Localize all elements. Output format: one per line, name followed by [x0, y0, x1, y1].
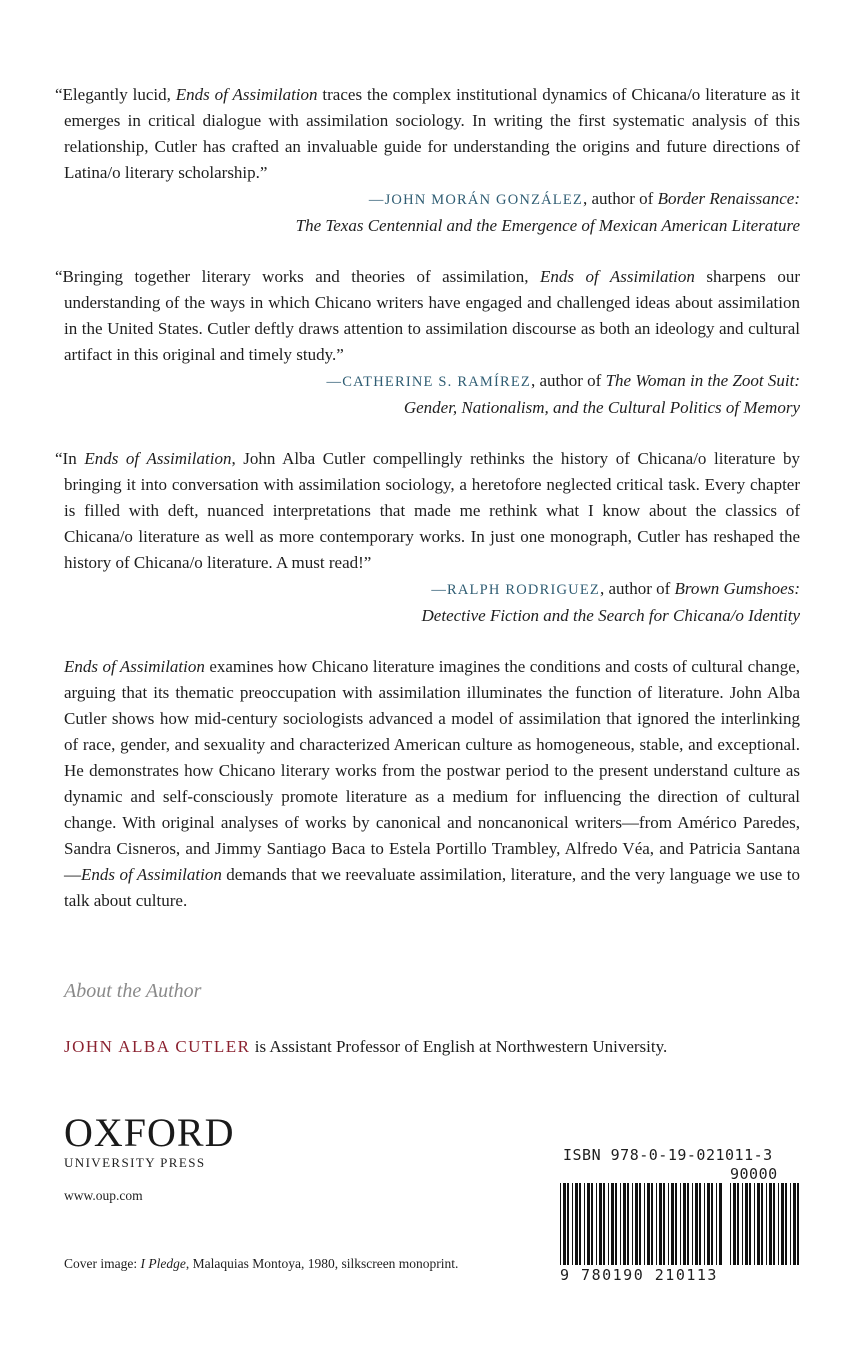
barcode-bar [680, 1183, 681, 1265]
barcode-bar [757, 1183, 760, 1265]
barcode-bar [754, 1183, 755, 1265]
isbn-number: ISBN 978-0-19-021011-3 [563, 1146, 773, 1164]
barcode-bar [733, 1183, 736, 1265]
cover-credit-rest: , Malaquias Montoya, 1980, silkscreen monoprint. [185, 1256, 459, 1271]
blurb-attribution [64, 576, 800, 629]
blurb-attribution [64, 368, 800, 421]
barcode-bar [575, 1183, 578, 1265]
text-run: “Bringing together literary works and theories of assimilation, [55, 267, 541, 286]
blurb-attribution [64, 186, 800, 239]
barcode-bar [671, 1183, 674, 1265]
price-addon-number: 90000 [730, 1165, 778, 1183]
barcode-bar [659, 1183, 662, 1265]
oxford-wordmark: OXFORD [64, 1110, 235, 1155]
barcode-bar [785, 1183, 787, 1265]
book-title-italic: Ends of Assimilation [540, 267, 695, 286]
barcode-bar [567, 1183, 569, 1265]
blurb-book-title-2: The Texas Centennial and the Emergence of Mexican American Literature [295, 216, 800, 235]
blurb-gonzalez [55, 82, 800, 239]
blurb-author-of: , author of [582, 189, 658, 208]
cover-credit-prefix: Cover image: [64, 1256, 141, 1271]
blurb-book-title-1: The Woman in the Zoot Suit: [605, 371, 800, 390]
blurb-ramirez [55, 264, 800, 421]
barcode-bar [793, 1183, 796, 1265]
text-run: examines how Chicano literature imagines the conditions and costs of cultural change, arguing that its thematic preoccupation with assimilation illuminates the function of literature. John Alba Cutler shows how mid-century sociologists advanced a model of assimilation that ignored the interlinking of race, gender, and sexuality and characterized American culture as homogeneous, stable, and exceptional. He demonstrates how Chicano literary works from the postwar period to the present understand culture as dynamic and self-consciously promote literature as a medium for influencing the direction of cultural change. With original analyses of works by canonical and noncanonical writers—from Américo Paredes, Sandra Cisneros, and Jimmy Santiago Baca to Estela Portillo Trambley, Alfredo Véa, and Patricia Santana— [64, 657, 800, 884]
barcode-bar [699, 1183, 701, 1265]
text-run: “Elegantly lucid, [55, 85, 176, 104]
text-run: traces the complex institutional dynamics of Chicana/o literature as it emerges in critical dialogue with assimilation sociology. In writing the first systematic analysis of this relationship, Cutler has crafted an invaluable guide for understanding the origins and future directions of Latina/o literary scholarship.” [64, 85, 800, 182]
blurb-quote [55, 82, 800, 186]
barcode-bar [761, 1183, 763, 1265]
barcode-bar [572, 1183, 573, 1265]
barcode-bar [596, 1183, 597, 1265]
barcode-bar [584, 1183, 585, 1265]
barcode-bar [639, 1183, 641, 1265]
barcode-bar [737, 1183, 739, 1265]
barcode-bar [591, 1183, 593, 1265]
barcode-bar [603, 1183, 605, 1265]
barcode-bar [719, 1183, 722, 1265]
barcode-bar [647, 1183, 650, 1265]
barcode-bar [560, 1183, 561, 1265]
cover-credit [64, 1256, 458, 1272]
barcode-bar [773, 1183, 775, 1265]
barcode-bar [635, 1183, 638, 1265]
barcode-ean [560, 1183, 722, 1265]
blurb-author-of: , author of [599, 579, 675, 598]
barcode-bar [704, 1183, 705, 1265]
barcode-bar [563, 1183, 566, 1265]
blurb-book-title-2: Detective Fiction and the Search for Chicana/o Identity [421, 606, 800, 625]
barcode-bar [766, 1183, 767, 1265]
barcode-bar [663, 1183, 665, 1265]
barcode-bar [707, 1183, 710, 1265]
barcode-bar [668, 1183, 669, 1265]
barcode-bar [632, 1183, 633, 1265]
barcode-bar [651, 1183, 653, 1265]
barcode-bar [615, 1183, 617, 1265]
barcode-bar [716, 1183, 717, 1265]
barcode-bar [711, 1183, 713, 1265]
text-run: demands that we reevaluate assimilation, literature, and the very language we use to talk about culture. [64, 865, 800, 910]
barcode-bar [778, 1183, 779, 1265]
blurb-book-title-2: Gender, Nationalism, and the Cultural Politics of Memory [403, 398, 800, 417]
barcode-bar [608, 1183, 609, 1265]
book-title-italic: Ends of Assimilation [81, 865, 222, 884]
author-bio [64, 1034, 804, 1060]
barcode-bar [749, 1183, 751, 1265]
blurb-author-name: —JOHN MORÁN GONZÁLEZ [368, 192, 583, 208]
barcode-bar [781, 1183, 784, 1265]
barcode-bar [742, 1183, 743, 1265]
cover-credit-title: I Pledge [140, 1256, 186, 1271]
barcode-bar [611, 1183, 614, 1265]
barcode-bar [587, 1183, 590, 1265]
barcode-bar [769, 1183, 772, 1265]
barcode-bar [745, 1183, 748, 1265]
blurb-author-name: —RALPH RODRIGUEZ [431, 582, 600, 598]
blurb-quote [55, 264, 800, 368]
blurb-author-name: —CATHERINE S. RAMÍREZ [326, 374, 531, 390]
barcode-bar [656, 1183, 657, 1265]
book-title-italic: Ends of Assimilation [64, 657, 205, 676]
text-run: , John Alba Cutler compellingly rethinks the history of Chicana/o literature by bringing it into conversation with assimilation sociology, a heretofore neglected critical task. Every chapter is filled with deft, nuanced interpretations that made me rethink what I know about the classics of Chicana/o literature as well as more contemporary works. In just one monograph, Cutler has reshaped the history of Chicana/o literature. A must read!” [64, 449, 800, 572]
book-title-italic: Ends of Assimilation [84, 449, 232, 468]
blurb-book-title-1: Brown Gumshoes: [674, 579, 800, 598]
blurb-author-of: , author of [531, 371, 606, 390]
barcode-addon [730, 1183, 802, 1265]
book-description [64, 654, 800, 914]
barcode-bar [730, 1183, 731, 1265]
text-run: “In [55, 449, 85, 468]
barcode-bar [623, 1183, 626, 1265]
barcode-bar [675, 1183, 677, 1265]
publisher-url: www.oup.com [64, 1188, 143, 1203]
barcode-bar [695, 1183, 698, 1265]
barcode-bar [797, 1183, 799, 1265]
author-name: JOHN ALBA CUTLER [64, 1037, 251, 1056]
blurb-book-title-1: Border Renaissance: [657, 189, 800, 208]
ean-digits: 9 780190 210113 [560, 1266, 718, 1284]
barcode-bar [683, 1183, 686, 1265]
barcode-bar [692, 1183, 693, 1265]
author-bio-text: is Assistant Professor of English at Northwestern University. [250, 1037, 668, 1056]
barcode-bar [620, 1183, 621, 1265]
barcode-bar [687, 1183, 689, 1265]
oxford-logo [64, 1110, 235, 1171]
barcode-bar [579, 1183, 581, 1265]
barcode-bar [790, 1183, 791, 1265]
barcode-bar [644, 1183, 645, 1265]
text-run: sharpens our understanding of the ways in which Chicano writers have engaged and challenged ideas about assimilation in the United States. Cutler deftly draws attention to assimilation discourse as both an ideology and cultural artifact in this original and timely study.” [64, 267, 800, 364]
blurb-rodriguez [55, 446, 800, 629]
book-title-italic: Ends of Assimilation [175, 85, 318, 104]
blurb-quote [55, 446, 800, 576]
about-author-heading: About the Author [64, 980, 202, 1002]
university-press-label: UNIVERSITY PRESS [64, 1155, 206, 1170]
barcode-bar [627, 1183, 629, 1265]
barcode-bar [599, 1183, 602, 1265]
